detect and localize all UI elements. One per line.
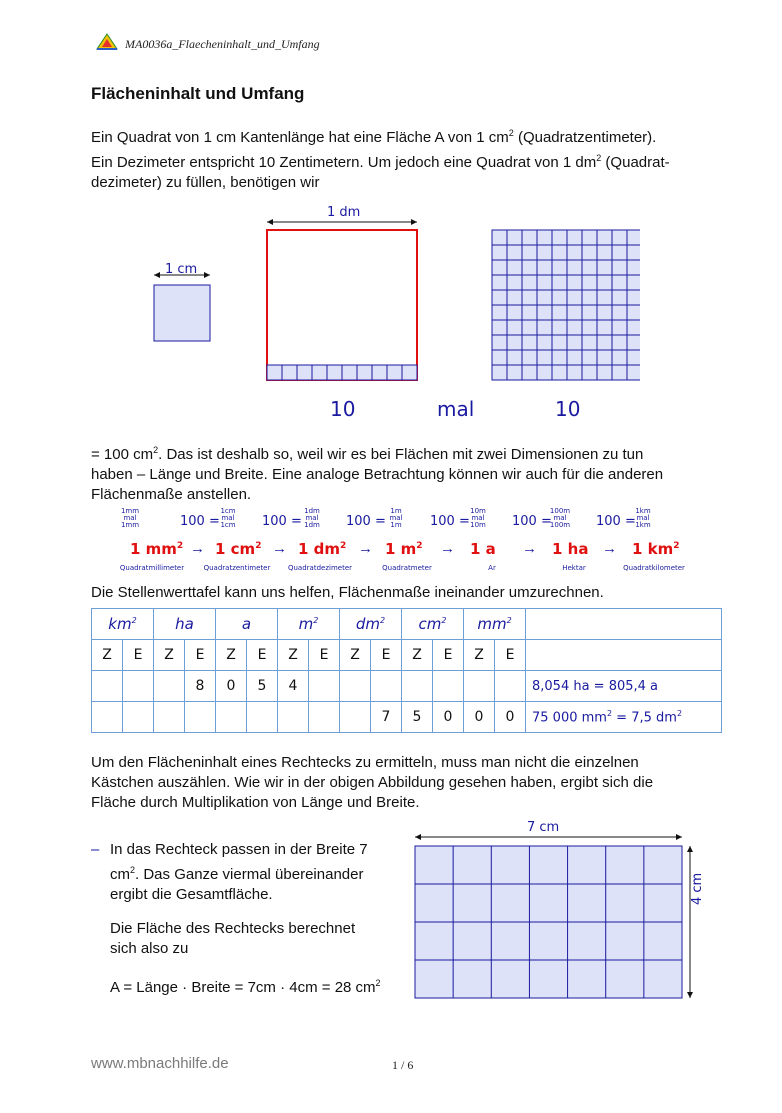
ze-cell: E (371, 640, 402, 671)
label-1cm: 1 cm (165, 262, 198, 277)
digit-cell (247, 702, 278, 733)
one-cm-square (154, 285, 210, 341)
digit-cell: 8 (185, 671, 216, 702)
paragraph-3: Die Stellenwerttafel kann uns helfen, Flächenmaße ineinander umzurechnen. (91, 584, 604, 601)
factor-label: 100 = (346, 514, 386, 529)
ze-cell: E (495, 640, 526, 671)
digit-cell: 0 (216, 671, 247, 702)
label-4cm: 4 cm (690, 872, 705, 905)
ze-cell: Z (340, 640, 371, 671)
label-7cm: 7 cm (527, 820, 560, 835)
factor-label: 100 = (262, 514, 302, 529)
result-cell: 8,054 ha = 805,4 a (526, 671, 722, 702)
unit-label: 1 $m^2$ (385, 540, 423, 558)
page-number: 1 / 6 (392, 1058, 414, 1072)
digit-cell (433, 671, 464, 702)
rectangle-figure (405, 825, 715, 1005)
ze-cell: E (309, 640, 340, 671)
factor-label: 100 = (180, 514, 220, 529)
factor-label: 100 = (596, 514, 636, 529)
digit-cell (92, 671, 123, 702)
ze-cell: Z (154, 640, 185, 671)
square-figure (140, 195, 640, 425)
digit-cell (92, 702, 123, 733)
digit-cell: 4 (278, 671, 309, 702)
arrow-icon: → (190, 540, 205, 557)
digit-cell: 0 (495, 702, 526, 733)
step-label: 1cm mal 1cm (220, 507, 236, 529)
step-label: 100m mal 100m (549, 507, 571, 529)
digit-cell (123, 671, 154, 702)
table-unit-row (92, 609, 722, 640)
unit-name: Quadratzentimeter (203, 564, 271, 572)
digit-cell (340, 702, 371, 733)
step-label: 1mm mal 1mm (120, 507, 140, 529)
arrow-icon: → (272, 540, 287, 557)
ze-cell: Z (464, 640, 495, 671)
digit-cell (464, 671, 495, 702)
ze-cell: Z (278, 640, 309, 671)
mal-label: mal (437, 397, 475, 421)
count-left: 10 (330, 397, 356, 421)
unit-header: $mm^2$ (464, 609, 526, 640)
factor-label: 100 = (512, 514, 552, 529)
digit-cell (495, 671, 526, 702)
table-ze-row (92, 640, 722, 671)
unit-header: $cm^2$ (402, 609, 464, 640)
label-1dm: 1 dm (327, 205, 361, 220)
digit-cell (371, 671, 402, 702)
digit-cell (154, 671, 185, 702)
digit-cell (309, 671, 340, 702)
unit-label: 1 $cm^2$ (215, 540, 262, 558)
paragraph-4: Um den Flächeninhalt eines Rechtecks zu ermitteln, muss man nicht die einzelnen Kästchen auszählen. Wie wir in der obigen Abbildung gesehen haben, ergibt sich die Fläche durch Multiplikation von Länge und Breite. (91, 754, 654, 811)
unit-label: 1 a (470, 540, 496, 558)
step-label: 10m mal 10m (470, 507, 486, 529)
logo-icon (96, 33, 118, 51)
bullet-dash: – (91, 841, 100, 858)
header-filename: MA0036a_Flaecheninhalt_und_Umfang (125, 37, 320, 51)
unit-name: Hektar (562, 564, 586, 572)
digit-cell: 0 (464, 702, 495, 733)
unit-header: $km^2$ (92, 609, 154, 640)
digit-cell (278, 702, 309, 733)
bullet-text: In das Rechteck passen in der Breite 7 $cm^2$. Das Ganze viermal übereinander ergibt die Gesamtfläche. Die Fläche des Rechtecks berechnet sich also zu A = Länge · Breite = 7cm · 4cm = 28 $cm^2$ (110, 841, 381, 996)
result-cell: 75 000 $mm^2 = 7,5$ $dm^2$ (526, 702, 722, 733)
digit-cell (309, 702, 340, 733)
unit-name: Quadratmillimeter (119, 564, 185, 572)
unit-label: 1 ha (552, 540, 589, 558)
arrow-icon: → (358, 540, 373, 557)
footer-url: www.mbnachhilfe.de (91, 1055, 229, 1072)
unit-header: $dm^2$ (340, 609, 402, 640)
digit-cell: 0 (433, 702, 464, 733)
digit-cell (123, 702, 154, 733)
unit-label: 1 $mm^2$ (130, 540, 184, 558)
unit-name: Quadratdezimeter (287, 564, 352, 572)
digit-cell: 7 (371, 702, 402, 733)
step-label: 1km mal 1km (635, 507, 651, 529)
ze-cell: E (247, 640, 278, 671)
unit-header: ha (154, 609, 216, 640)
one-dm-square (267, 230, 417, 380)
table-row (92, 671, 722, 702)
ze-cell: Z (402, 640, 433, 671)
ze-cell: Z (92, 640, 123, 671)
step-label: 1dm mal 1dm (304, 507, 320, 529)
digit-cell (216, 702, 247, 733)
unit-name: Quadratkilometer (623, 564, 685, 572)
step-label: 1m mal 1m (389, 507, 403, 529)
intro-paragraph: Ein Quadrat von 1 cm Kantenlänge hat eine Fläche A von 1 $cm^2$ (Quadratzentimeter). Ein Dezimeter entspricht 10 Zentimetern. Um jedoch eine Quadrat von 1 $dm^2$ (Quadrat- dezimeter) zu füllen, benötigen wir (91, 128, 670, 191)
ze-cell: E (185, 640, 216, 671)
place-value-table (91, 608, 722, 733)
unit-label: 1 $km^2$ (632, 540, 680, 558)
count-right: 10 (555, 397, 581, 421)
page-title: Flächeninhalt und Umfang (91, 84, 305, 103)
digit-cell (185, 702, 216, 733)
digit-cell: 5 (402, 702, 433, 733)
unit-header: a (216, 609, 278, 640)
arrow-icon: → (602, 540, 617, 557)
ze-cell: E (123, 640, 154, 671)
arrow-icon: → (440, 540, 455, 557)
arrow-icon: → (522, 540, 537, 557)
paragraph-2: = 100 $cm^2$. Das ist deshalb so, weil wir es bei Flächen mit zwei Dimensionen zu tun haben – Länge und Breite. Eine analoge Betrachtung können wir auch für die anderen Flächenmaße anstellen. (91, 445, 664, 503)
unit-name: Quadratmeter (382, 564, 432, 572)
ze-cell: E (433, 640, 464, 671)
factor-label: 100 = (430, 514, 470, 529)
area-formula: A = Länge · Breite = 7cm · 4cm = 28 $cm^2$ (110, 978, 381, 996)
bottom-row-squares (267, 365, 417, 380)
ze-cell: Z (216, 640, 247, 671)
table-row (92, 702, 722, 733)
unit-label: 1 $dm^2$ (298, 540, 347, 558)
unit-header: $m^2$ (278, 609, 340, 640)
digit-cell: 5 (247, 671, 278, 702)
digit-cell (340, 671, 371, 702)
digit-cell (154, 702, 185, 733)
unit-name: Ar (488, 564, 496, 572)
digit-cell (402, 671, 433, 702)
